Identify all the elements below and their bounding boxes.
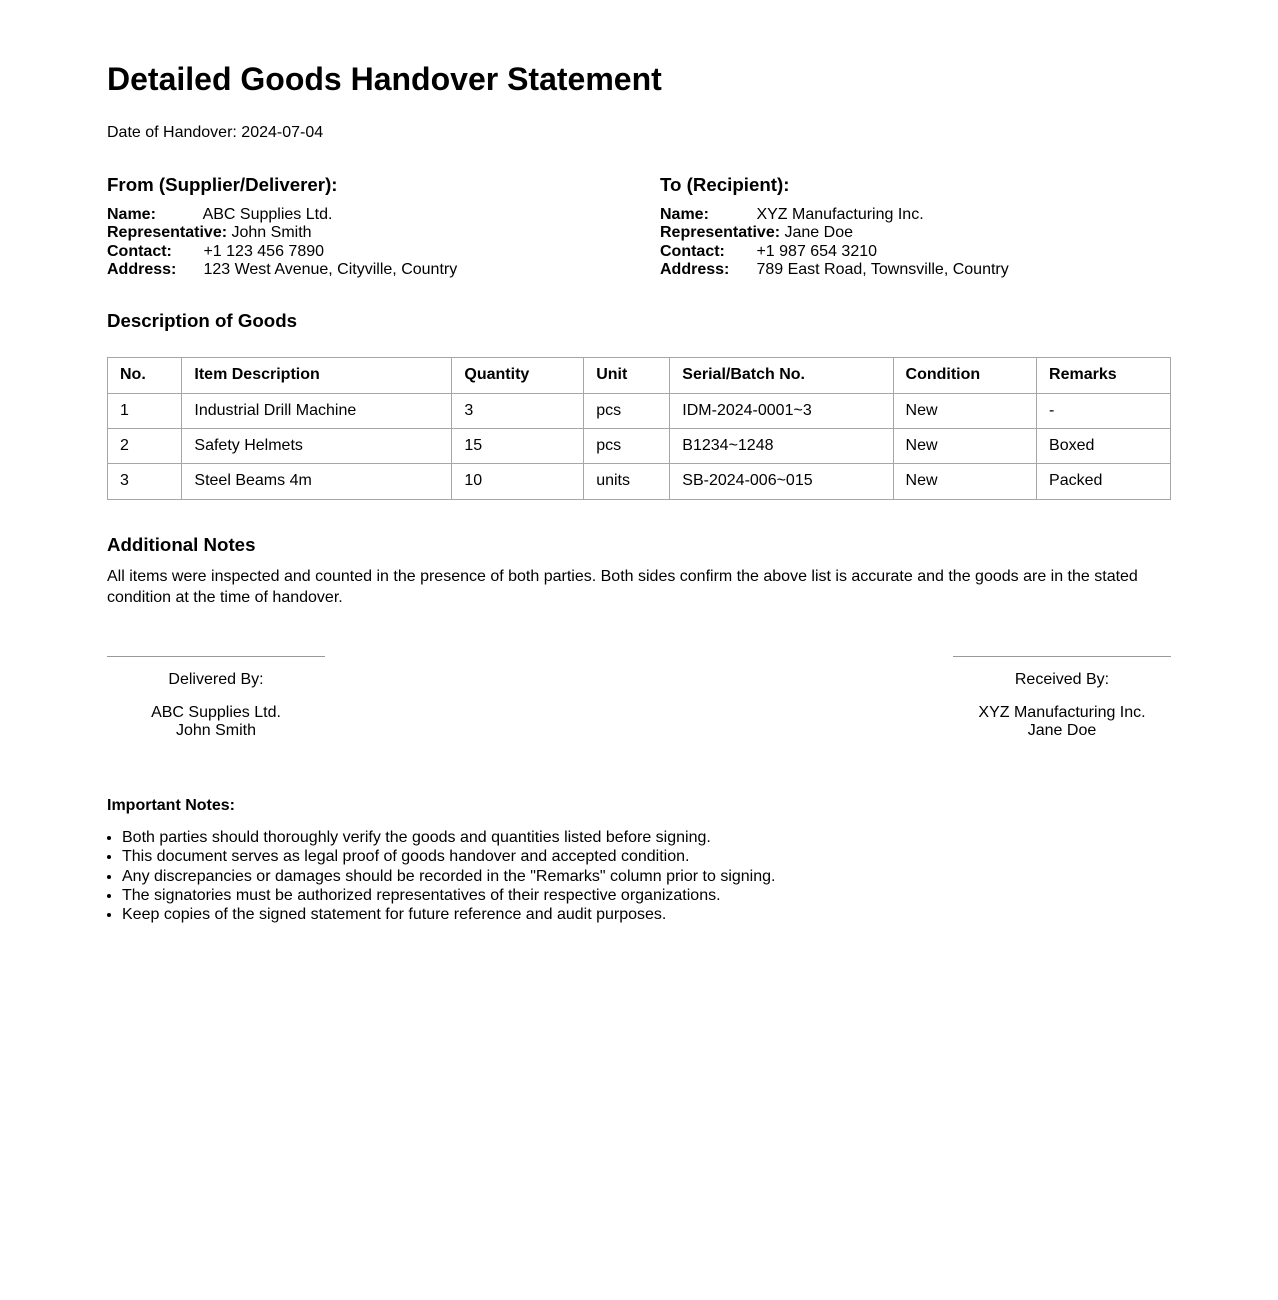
from-name-value: ABC Supplies Ltd. bbox=[202, 206, 333, 224]
header-cell-quantity: Quantity bbox=[452, 358, 584, 393]
header-cell-item-description: Item Description bbox=[182, 358, 452, 393]
table-row bbox=[108, 464, 1171, 499]
cell-no: 2 bbox=[108, 428, 182, 463]
cell-unit: pcs bbox=[584, 428, 670, 463]
from-contact-value: +1 123 456 7890 bbox=[203, 242, 325, 260]
parties-section bbox=[107, 174, 1171, 280]
additional-notes-heading: Additional Notes bbox=[107, 533, 256, 555]
note-item: • The signatories must be authorized representatives of their respective organizations. bbox=[122, 887, 1171, 905]
page-title: Detailed Goods Handover Statement bbox=[107, 61, 662, 97]
cell-unit: units bbox=[584, 464, 670, 499]
header-cell-unit: Unit bbox=[584, 358, 670, 393]
to-party-heading: To (Recipient): bbox=[660, 173, 790, 195]
cell-serial-batch: SB-2024-006~015 bbox=[670, 464, 893, 499]
goods-table bbox=[107, 357, 1171, 500]
note-item: • Keep copies of the signed statement for future reference and audit purposes. bbox=[122, 906, 1171, 924]
cell-item-description: Industrial Drill Machine bbox=[182, 393, 452, 428]
signature-block-delivered bbox=[107, 656, 325, 740]
received-by-label: Received By: bbox=[1014, 670, 1110, 688]
to-contact-row bbox=[660, 243, 1171, 261]
cell-quantity: 15 bbox=[452, 428, 584, 463]
to-name-value: XYZ Manufacturing Inc. bbox=[756, 206, 924, 224]
from-contact-label: Contact: bbox=[107, 242, 172, 260]
header-cell-remarks: Remarks bbox=[1037, 358, 1171, 393]
from-address-value: 123 West Avenue, Cityville, Country bbox=[203, 261, 458, 279]
header-cell-serial-batch: Serial/Batch No. bbox=[670, 358, 893, 393]
cell-item-description: Safety Helmets bbox=[182, 428, 452, 463]
signature-line-received bbox=[953, 656, 1171, 657]
cell-condition: New bbox=[893, 464, 1037, 499]
from-party-section bbox=[107, 174, 660, 280]
delivered-by-company: ABC Supplies Ltd. bbox=[151, 704, 281, 722]
signature-line-delivered bbox=[107, 656, 325, 657]
cell-no: 1 bbox=[108, 393, 182, 428]
from-name-label: Name: bbox=[107, 206, 156, 224]
cell-remarks: - bbox=[1037, 393, 1171, 428]
delivered-by-person: John Smith bbox=[175, 721, 257, 739]
cell-item-description: Steel Beams 4m bbox=[182, 464, 452, 499]
cell-quantity: 3 bbox=[452, 393, 584, 428]
to-address-row bbox=[660, 261, 1171, 279]
cell-remarks: Packed bbox=[1037, 464, 1171, 499]
note-item: • This document serves as legal proof of goods handover and accepted condition. bbox=[122, 848, 1171, 866]
cell-remarks: Boxed bbox=[1037, 428, 1171, 463]
important-notes-heading: Important Notes: bbox=[107, 797, 235, 815]
from-party-heading: From (Supplier/Deliverer): bbox=[107, 173, 338, 195]
goods-section-heading: Description of Goods bbox=[107, 309, 297, 331]
to-party-section bbox=[660, 174, 1171, 280]
to-representative-row bbox=[660, 224, 1171, 242]
to-representative-value: Jane Doe bbox=[784, 224, 853, 242]
goods-table-header-row bbox=[108, 358, 1171, 393]
to-representative-label: Representative: bbox=[660, 224, 781, 242]
header-cell-no: No. bbox=[108, 358, 182, 393]
to-contact-label: Contact: bbox=[660, 242, 725, 260]
from-representative-row bbox=[107, 224, 660, 242]
note-item: • Any discrepancies or damages should be recorded in the "Remarks" column prior to signing. bbox=[122, 868, 1171, 886]
additional-notes-text: All items were inspected and counted in the presence of both parties. Both sides confirm the above list is accurate and the goods are in the stated condition at the time of handover. bbox=[107, 568, 1138, 606]
from-representative-label: Representative: bbox=[107, 224, 228, 242]
to-address-value: 789 East Road, Townsville, Country bbox=[756, 261, 1009, 279]
header-cell-condition: Condition bbox=[893, 358, 1037, 393]
cell-condition: New bbox=[893, 393, 1037, 428]
cell-quantity: 10 bbox=[452, 464, 584, 499]
delivered-by-label: Delivered By: bbox=[168, 670, 264, 688]
important-notes-list bbox=[107, 829, 1171, 925]
to-name-row bbox=[660, 206, 1171, 224]
table-row bbox=[108, 428, 1171, 463]
note-item: • Both parties should thoroughly verify the goods and quantities listed before signing. bbox=[122, 829, 1171, 847]
cell-serial-batch: IDM-2024-0001~3 bbox=[670, 393, 893, 428]
cell-condition: New bbox=[893, 428, 1037, 463]
signature-block-received bbox=[953, 656, 1171, 740]
table-row bbox=[108, 393, 1171, 428]
signatures-section bbox=[107, 656, 1171, 740]
received-by-person: Jane Doe bbox=[1027, 721, 1097, 739]
cell-unit: pcs bbox=[584, 393, 670, 428]
to-name-label: Name: bbox=[660, 206, 709, 224]
to-contact-value: +1 987 654 3210 bbox=[756, 242, 878, 260]
to-address-label: Address: bbox=[660, 261, 730, 279]
from-name-row bbox=[107, 206, 660, 224]
from-contact-row bbox=[107, 243, 660, 261]
received-by-company: XYZ Manufacturing Inc. bbox=[978, 704, 1146, 722]
from-address-row bbox=[107, 261, 660, 279]
from-representative-value: John Smith bbox=[231, 224, 312, 242]
handover-date-line: Date of Handover: 2024-07-04 bbox=[107, 124, 324, 142]
cell-serial-batch: B1234~1248 bbox=[670, 428, 893, 463]
cell-no: 3 bbox=[108, 464, 182, 499]
from-address-label: Address: bbox=[107, 261, 177, 279]
